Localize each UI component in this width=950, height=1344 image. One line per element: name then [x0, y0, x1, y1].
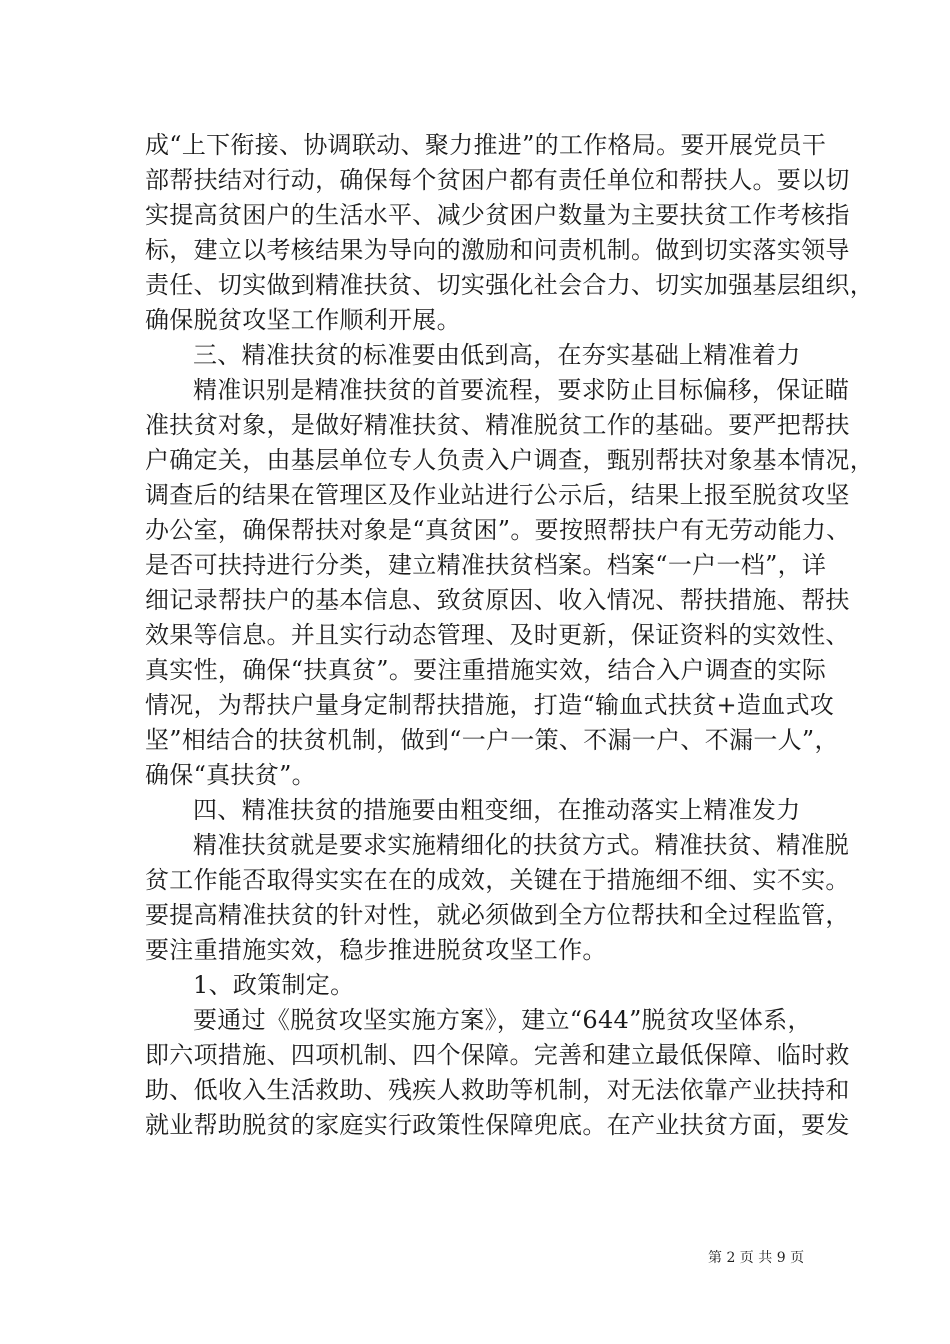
body-text-line: 要通过《脱贫攻坚实施方案》，建立“644”脱贫攻坚体系， [193, 1006, 812, 1034]
body-text-line: 坚”相结合的扶贫机制，做到“一户一策、不漏一户、不漏一人”， [145, 726, 839, 754]
body-text-line: 就业帮助脱贫的家庭实行政策性保障兜底。在产业扶贫方面，要发 [145, 1111, 850, 1139]
body-text-line: 成“上下衔接、协调联动、聚力推进”的工作格局。要开展党员干 [145, 131, 827, 159]
body-text-line: 情况，为帮扶户量身定制帮扶措施，打造“输血式扶贫+造血式攻 [145, 691, 835, 719]
body-text-line: 实提高贫困户的生活水平、减少贫困户数量为主要扶贫工作考核指 [145, 201, 850, 229]
body-text-line: 部帮扶结对行动，确保每个贫困户都有责任单位和帮扶人。要以切 [145, 166, 850, 194]
body-text-line: 调查后的结果在管理区及作业站进行公示后，结果上报至脱贫攻坚 [145, 481, 850, 509]
body-text-line: 助、低收入生活救助、残疾人救助等机制，对无法依靠产业扶持和 [145, 1076, 850, 1104]
body-text-line: 效果等信息。并且实行动态管理、及时更新，保证资料的实效性、 [145, 621, 850, 649]
body-text-line: 办公室，确保帮扶对象是“真贫困”。要按照帮扶户有无劳动能力、 [145, 516, 851, 544]
body-text-line: 贫工作能否取得实实在在的成效，关键在于措施细不细、实不实。 [145, 866, 850, 894]
body-text-line: 确保脱贫攻坚工作顺利开展。 [145, 306, 461, 334]
body-text-line: 标，建立以考核结果为导向的激励和问责机制。做到切实落实领导 [145, 236, 850, 264]
section-heading-three: 三、精准扶贫的标准要由低到高，在夯实基础上精准着力 [193, 341, 801, 369]
body-text-line: 户确定关，由基层单位专人负责入户调查，甄别帮扶对象基本情况， [145, 446, 874, 474]
page-number: 第 2 页 共 9 页 [708, 1250, 805, 1266]
body-text-line: 要注重措施实效，稳步推进脱贫攻坚工作。 [145, 936, 607, 964]
body-text-line: 确保“真扶贫”。 [145, 761, 316, 789]
body-text-line: 细记录帮扶户的基本信息、致贫原因、收入情况、帮扶措施、帮扶 [145, 586, 850, 614]
section-heading-four: 四、精准扶贫的措施要由粗变细，在推动落实上精准发力 [193, 796, 801, 824]
body-text-line: 真实性，确保“扶真贫”。要注重措施实效，结合入户调查的实际 [145, 656, 827, 684]
body-text-line: 即六项措施、四项机制、四个保障。完善和建立最低保障、临时救 [145, 1041, 850, 1069]
body-text-line: 责任、切实做到精准扶贫、切实强化社会合力、切实加强基层组织， [145, 271, 874, 299]
body-text-line: 准扶贫对象，是做好精准扶贫、精准脱贫工作的基础。要严把帮扶 [145, 411, 850, 439]
body-text-line: 是否可扶持进行分类，建立精准扶贫档案。档案“一户一档”，详 [145, 551, 827, 579]
subsection-heading: 1、政策制定。 [193, 971, 355, 999]
body-text-line: 精准识别是精准扶贫的首要流程，要求防止目标偏移，保证瞄 [193, 376, 850, 404]
body-text-line: 要提高精准扶贫的针对性，就必须做到全方位帮扶和全过程监管， [145, 901, 850, 929]
body-text-line: 精准扶贫就是要求实施精细化的扶贫方式。精准扶贫、精准脱 [193, 831, 850, 859]
